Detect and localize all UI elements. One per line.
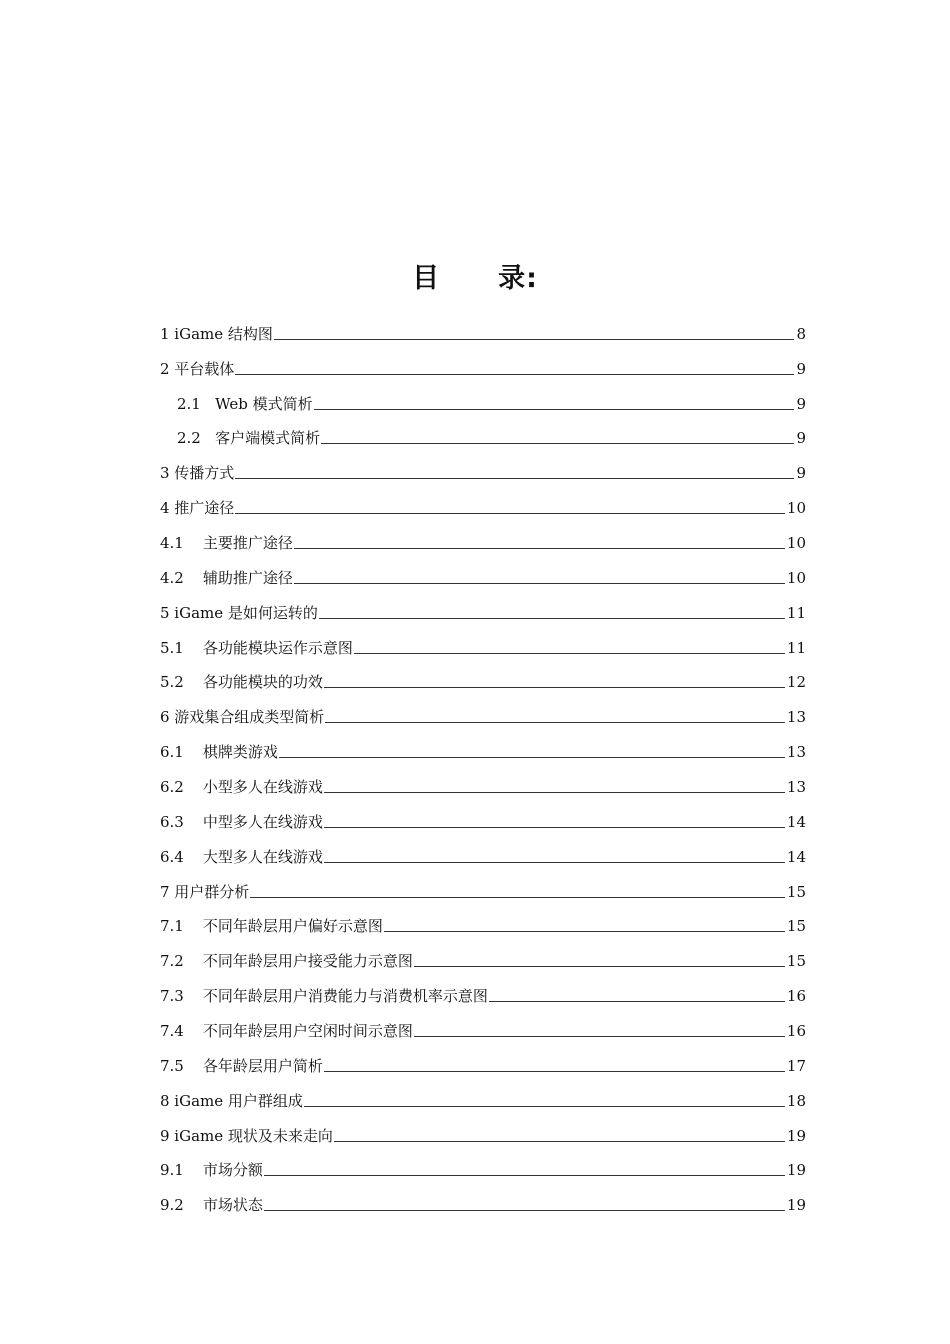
toc-entry[interactable] bbox=[160, 734, 806, 769]
toc-entry[interactable] bbox=[160, 455, 806, 490]
toc-leader-line bbox=[324, 826, 785, 828]
toc-entry[interactable] bbox=[160, 386, 806, 421]
toc-page-number: 15 bbox=[786, 882, 806, 901]
toc-entry[interactable] bbox=[160, 1187, 806, 1222]
toc-entry[interactable] bbox=[160, 525, 806, 560]
toc-entry[interactable] bbox=[160, 699, 806, 734]
toc-leader-line bbox=[324, 1070, 785, 1072]
toc-entry[interactable] bbox=[160, 316, 806, 351]
toc-leader-line bbox=[304, 1105, 785, 1107]
toc-page-number: 16 bbox=[786, 1022, 806, 1041]
toc-entry-title: 3 传播方式 bbox=[160, 464, 235, 483]
toc-page-number: 10 bbox=[786, 534, 806, 553]
toc-leader-line bbox=[384, 930, 785, 932]
toc-page-number: 15 bbox=[786, 917, 806, 936]
toc-entry-title: 4.2 辅助推广途径 bbox=[160, 568, 293, 587]
toc-leader-line bbox=[264, 1174, 785, 1176]
toc-page-number: 14 bbox=[786, 812, 806, 831]
toc-entry[interactable] bbox=[160, 1153, 806, 1188]
toc-leader-line bbox=[264, 1209, 785, 1211]
toc-page-number: 15 bbox=[786, 952, 806, 971]
toc-leader-line bbox=[250, 896, 785, 898]
toc-leader-line bbox=[325, 721, 785, 723]
toc-leader-line bbox=[314, 408, 794, 410]
toc-page-number: 9 bbox=[796, 359, 806, 378]
toc-page-number: 16 bbox=[786, 987, 806, 1006]
toc-entry-title: 6.1 棋牌类游戏 bbox=[160, 743, 278, 762]
toc-page-number: 9 bbox=[796, 394, 806, 413]
toc-page-number: 13 bbox=[786, 778, 806, 797]
page-title bbox=[0, 256, 950, 295]
table-of-contents bbox=[160, 316, 806, 1222]
toc-page-number: 19 bbox=[786, 1126, 806, 1145]
toc-leader-line bbox=[324, 686, 785, 688]
toc-page-number: 17 bbox=[786, 1056, 806, 1075]
toc-leader-line bbox=[235, 373, 794, 375]
toc-page-number: 9 bbox=[796, 464, 806, 483]
toc-entry-title: 2 平台载体 bbox=[160, 359, 235, 378]
toc-page-number: 10 bbox=[786, 499, 806, 518]
toc-entry[interactable] bbox=[160, 978, 806, 1013]
toc-entry-title: 7 用户群分析 bbox=[160, 882, 250, 901]
toc-leader-line bbox=[294, 582, 785, 584]
toc-entry-title: 6.4 大型多人在线游戏 bbox=[160, 847, 323, 866]
toc-page-number: 19 bbox=[786, 1196, 806, 1215]
toc-entry-title: 9.1 市场分额 bbox=[160, 1161, 263, 1180]
toc-leader-line bbox=[414, 1035, 785, 1037]
toc-page-number: 13 bbox=[786, 743, 806, 762]
toc-page-number: 11 bbox=[786, 638, 806, 657]
toc-entry-title: 2.2 客户端模式简析 bbox=[177, 429, 321, 448]
toc-entry[interactable] bbox=[160, 1083, 806, 1118]
toc-entry[interactable] bbox=[160, 769, 806, 804]
toc-leader-line bbox=[334, 1140, 785, 1142]
toc-page-number: 9 bbox=[796, 429, 806, 448]
toc-leader-line bbox=[321, 442, 794, 444]
toc-entry-title: 4.1 主要推广途径 bbox=[160, 534, 293, 553]
toc-entry[interactable] bbox=[160, 804, 806, 839]
toc-page-number: 8 bbox=[796, 324, 806, 343]
toc-entry[interactable] bbox=[160, 560, 806, 595]
toc-entry[interactable] bbox=[160, 874, 806, 909]
toc-entry[interactable] bbox=[160, 351, 806, 386]
toc-page-number: 18 bbox=[786, 1091, 806, 1110]
page-title-char-2: 录: bbox=[498, 263, 538, 294]
toc-entry-title: 9.2 市场状态 bbox=[160, 1196, 263, 1215]
toc-page-number: 14 bbox=[786, 847, 806, 866]
page-title-char-1: 目 bbox=[412, 263, 441, 294]
toc-entry[interactable] bbox=[160, 839, 806, 874]
toc-leader-line bbox=[319, 617, 785, 619]
toc-leader-line bbox=[235, 512, 785, 514]
toc-entry-title: 6.3 中型多人在线游戏 bbox=[160, 812, 323, 831]
toc-entry-title: 7.3 不同年龄层用户消费能力与消费机率示意图 bbox=[160, 987, 488, 1006]
toc-leader-line bbox=[274, 338, 794, 340]
toc-entry-title: 1 iGame 结构图 bbox=[160, 324, 273, 343]
toc-entry-title: 8 iGame 用户群组成 bbox=[160, 1091, 303, 1110]
toc-leader-line bbox=[324, 861, 785, 863]
toc-entry[interactable] bbox=[160, 943, 806, 978]
toc-entry-title: 5 iGame 是如何运转的 bbox=[160, 603, 318, 622]
toc-entry-title: 9 iGame 现状及未来走向 bbox=[160, 1126, 333, 1145]
toc-entry-title: 4 推广途径 bbox=[160, 499, 235, 518]
toc-page-number: 13 bbox=[786, 708, 806, 727]
toc-entry-title: 7.1 不同年龄层用户偏好示意图 bbox=[160, 917, 383, 936]
toc-page-number: 12 bbox=[786, 673, 806, 692]
toc-entry[interactable] bbox=[160, 630, 806, 665]
toc-leader-line bbox=[235, 477, 794, 479]
toc-entry[interactable] bbox=[160, 595, 806, 630]
toc-page-number: 11 bbox=[786, 603, 806, 622]
toc-entry-title: 6 游戏集合组成类型简析 bbox=[160, 708, 325, 727]
toc-leader-line bbox=[324, 791, 785, 793]
toc-page-number: 10 bbox=[786, 568, 806, 587]
toc-entry[interactable] bbox=[160, 1118, 806, 1153]
toc-leader-line bbox=[414, 965, 785, 967]
toc-entry[interactable] bbox=[160, 909, 806, 944]
toc-entry-title: 7.2 不同年龄层用户接受能力示意图 bbox=[160, 952, 413, 971]
toc-entry[interactable] bbox=[160, 421, 806, 456]
toc-entry-title: 2.1 Web 模式简析 bbox=[177, 394, 313, 413]
toc-entry-title: 5.2 各功能模块的功效 bbox=[160, 673, 323, 692]
toc-leader-line bbox=[279, 756, 785, 758]
toc-entry[interactable] bbox=[160, 665, 806, 700]
toc-entry[interactable] bbox=[160, 1013, 806, 1048]
toc-leader-line bbox=[354, 652, 785, 654]
toc-leader-line bbox=[489, 1000, 785, 1002]
toc-leader-line bbox=[294, 547, 785, 549]
toc-page-number: 19 bbox=[786, 1161, 806, 1180]
toc-entry[interactable] bbox=[160, 490, 806, 525]
toc-entry-title: 5.1 各功能模块运作示意图 bbox=[160, 638, 353, 657]
toc-entry-title: 7.5 各年龄层用户简析 bbox=[160, 1056, 323, 1075]
toc-entry-title: 6.2 小型多人在线游戏 bbox=[160, 778, 323, 797]
toc-entry-title: 7.4 不同年龄层用户空闲时间示意图 bbox=[160, 1022, 413, 1041]
toc-entry[interactable] bbox=[160, 1048, 806, 1083]
